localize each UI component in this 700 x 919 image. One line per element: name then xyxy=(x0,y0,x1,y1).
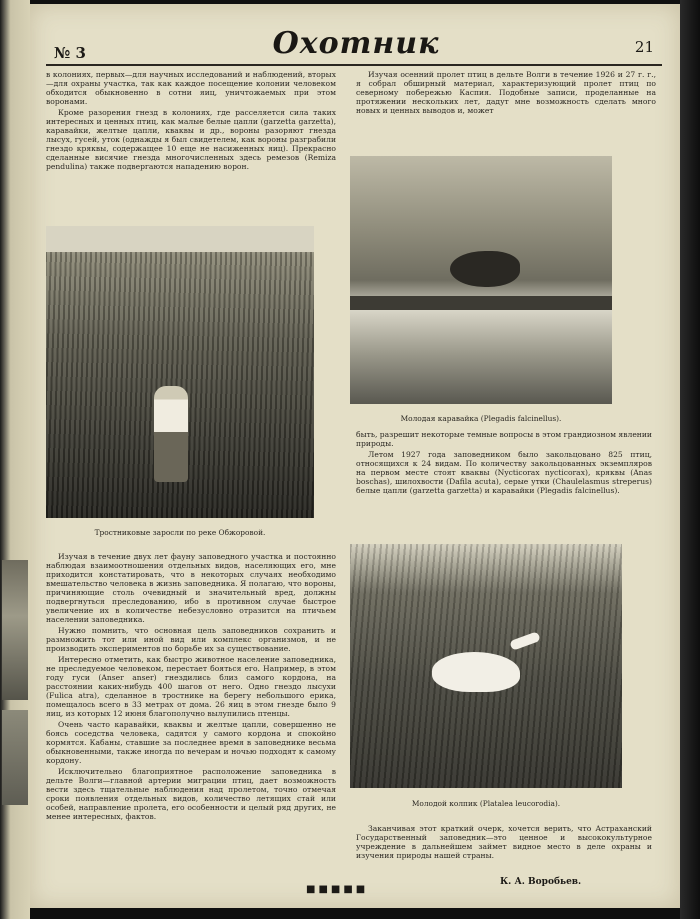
ibis-bird xyxy=(450,251,520,287)
ibis-photo-caption: Молодая каравайка (Plegadis falcinellus). xyxy=(400,414,562,423)
reeds-photo-caption: Тростниковые заросли по реке Обжоровой. xyxy=(94,528,266,537)
masthead-title: Охотник xyxy=(272,26,440,61)
person-figure xyxy=(154,386,188,482)
article-column-right-mid xyxy=(356,430,652,497)
binding-edge xyxy=(680,0,700,919)
reeds-photo xyxy=(46,226,314,518)
end-ornament: ■■■■■ xyxy=(306,884,369,895)
article-column-right-end xyxy=(356,824,652,862)
paragraph: Нужно помнить, что основная цель заповедников сохранить и размножить тот или иной вид или комплекс организмов, и не производить экспериментов по борьбе их за существование. xyxy=(46,626,336,653)
spoonbill-photo-caption: Молодой колпик (Platalea leucorodia). xyxy=(411,799,561,808)
photo-log xyxy=(350,296,612,310)
header-rule xyxy=(46,64,662,66)
ibis-photo xyxy=(350,156,612,404)
author-signature: К. А. Воробьев. xyxy=(500,877,582,887)
adjacent-page-photo xyxy=(2,560,28,700)
spoonbill-neck xyxy=(509,631,541,651)
page-header xyxy=(46,24,666,68)
page-number: 21 xyxy=(634,38,654,56)
paragraph: Изучая в течение двух лет фауну заповедного участка и постоянно наблюдая взаимоотношения отдельных видов, населяющих его, мне приходится констатировать, что в некоторых случаях необходимо вмешательство человека в жизнь заповедника. Я полагаю, что вороны, причиняющие столь очевидный и значительный вред, должны подвергнуться преследованию, ибо в противном случае быстрое увеличение их в количестве небезусловно отразится на птичьем населении заповедника. xyxy=(46,552,336,624)
paragraph: Изучая осенний пролет птиц в дельте Волги в течение 1926 и 27 г. г., я собрал обширный материал, характеризующий пролет птиц по северному побережью Каспия. Подобные записи, проделанные на протяжении нескольких лет, дадут мне возможность сделать много новых и ценных выводов и, может xyxy=(356,70,656,115)
article-column-left-bottom xyxy=(46,552,336,823)
magazine-page xyxy=(30,4,680,908)
spoonbill-bird xyxy=(432,652,520,692)
paragraph: Кроме разорения гнезд в колониях, где расселяется сила таких интересных и ценных птиц, как малые белые цапли (garzetta garzetta), каравайки, желтые цапли, кваквы и др., вороны разоряют гнезда лысух, гусей, уток (однажды я был свидетелем, как вороны разграбили гнездо кряквы, содержащее 10 еще не насиженных яиц). Прекрасно сделанные висячие гнезда многочисленных здесь ремезов (Remiza pendulina) также подвергаются нападению ворон. xyxy=(46,108,336,171)
paragraph: в колониях, первых—для научных исследований и наблюдений, вторых—для охраны участка, так как каждое посещение колонии человеком обходится обыкновенно в сотни яиц, уничтожаемых при этом воронами. xyxy=(46,70,336,106)
spoonbill-photo xyxy=(350,544,622,788)
article-column-left-top xyxy=(46,70,336,173)
issue-number: № 3 xyxy=(54,44,86,62)
photo-sky xyxy=(46,226,314,252)
paragraph: Очень часто каравайки, кваквы и желтые цапли, совершенно не боясь соседства человека, садятся у самого кордона и спокойно кормятся. Кабаны, ставшие за последнее время в заповеднике весьма обыкновенными, также иногда по вечерам и ночью подходят к самому кордону. xyxy=(46,720,336,765)
paragraph: Исключительно благоприятное расположение заповедника в дельте Волги—главной артерии миграции птиц, дает возможность вести здесь тщательные наблюдения над пролетом, точно отмечая сроки появления отдельных видов, количество летящих стай или особей, направление пролета, его особенности и целый ряд других, не менее интересных, фактов. xyxy=(46,767,336,821)
paragraph: быть, разрешит некоторые темные вопросы в этом грандиозном явлении природы. xyxy=(356,430,652,448)
article-column-right-top xyxy=(356,70,656,117)
paragraph: Летом 1927 года заповедником было закольцовано 825 птиц, относящихся к 24 видам. По количеству закольцованных экземпляров на первом месте стоят кваквы (Nycticorax nycticorax), кряквы (Anas boschas), шилохвости (Dafila acuta), серые утки (Chaulelasmus streperus) белые цапли (garzetta garzetta) и каравайки (Plegadis falcinellus). xyxy=(356,450,652,495)
paragraph: Заканчивая этот краткий очерк, хочется верить, что Астраханский Государственный заповедник—это ценное и высококультурное учреждение в дальнейшем займет видное место в деле охраны и изучения природы нашей страны. xyxy=(356,824,652,860)
adjacent-page-photo xyxy=(2,710,28,805)
paragraph: Интересно отметить, как быстро животное население заповедника, не преследуемое человеком, перестает бояться его. Например, в этом году гуси (Anser anser) гнездились близ самого кордона, на расстоянии каких-нибудь 400 шагов от него. Одно гнездо лысухи (Fulica atra), сделанное в тростнике на берегу небольшого ерика, помещалось всего в 33 метрах от дома. 26 яиц в этом гнезде было 9 яиц, из которых 12 июня благополучно вылупились птенцы. xyxy=(46,655,336,718)
adjacent-page-edge xyxy=(0,0,30,919)
